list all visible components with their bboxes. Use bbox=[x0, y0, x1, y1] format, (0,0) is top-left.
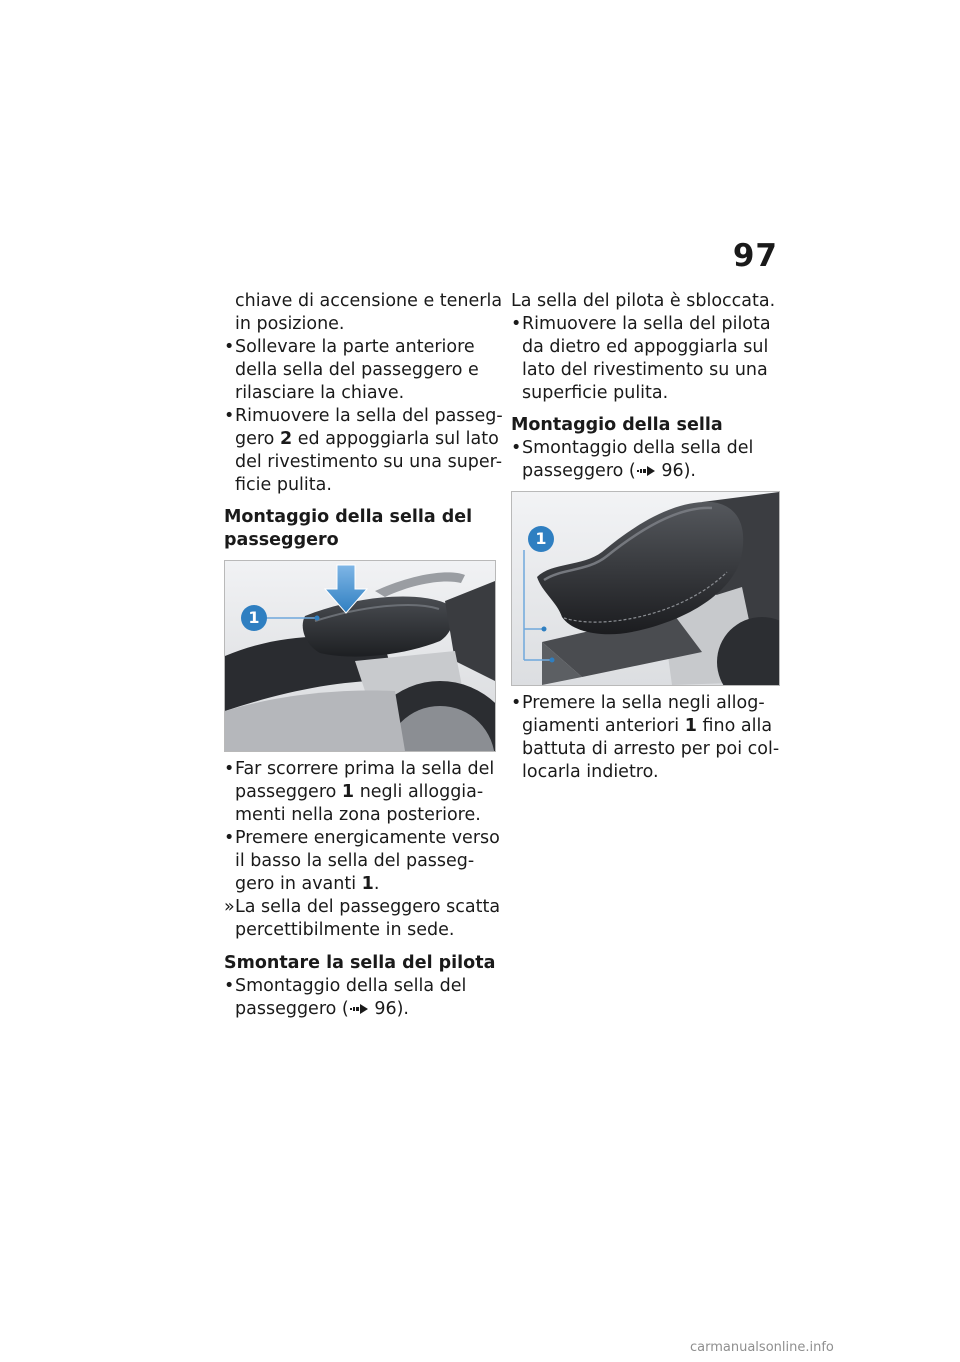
passenger-seat-figure bbox=[224, 560, 496, 752]
text-span: passeggero ( bbox=[522, 461, 636, 481]
text-span: gero in avanti bbox=[235, 874, 357, 894]
text-line bbox=[235, 781, 496, 804]
heading-line: Montaggio della sella del bbox=[224, 507, 473, 527]
right-column bbox=[511, 290, 783, 784]
text-line[interactable] bbox=[235, 998, 496, 1021]
bullet-item bbox=[511, 692, 783, 784]
heading-line: passeggero bbox=[224, 530, 339, 550]
text-line: Smontaggio della sella del bbox=[522, 438, 754, 458]
bullet-marker: • bbox=[511, 438, 522, 458]
text-line bbox=[235, 428, 499, 451]
text-line: locarla indietro. bbox=[522, 762, 659, 782]
footer-watermark: carmanualsonline.info bbox=[690, 1340, 834, 1355]
bullet-item bbox=[224, 758, 496, 827]
bullet-marker: • bbox=[511, 693, 522, 713]
text-line: percettibilmente in sede. bbox=[235, 920, 455, 940]
text-line[interactable] bbox=[522, 460, 783, 483]
bullet-marker: • bbox=[224, 759, 235, 779]
bullet-item bbox=[511, 437, 783, 483]
text-line: chiave di accensione e tenerla bbox=[235, 291, 503, 311]
text-line: Rimuovere la sella del passeg- bbox=[235, 406, 503, 426]
reference-number: 2 bbox=[279, 429, 293, 449]
text-span: negli alloggia- bbox=[359, 782, 484, 802]
text-span: passeggero ( bbox=[235, 999, 349, 1019]
text-span: giamenti anteriori bbox=[522, 716, 680, 736]
reference-number: 1 bbox=[684, 716, 697, 736]
section-heading bbox=[224, 506, 496, 552]
text-span: passeggero bbox=[235, 782, 337, 802]
callout-1: 1 bbox=[528, 526, 554, 552]
left-column bbox=[224, 290, 503, 1021]
text-line: menti nella zona posteriore. bbox=[235, 805, 481, 825]
text-line: ficie pulita. bbox=[235, 475, 332, 495]
bullet-marker: • bbox=[224, 828, 235, 848]
text-span: fino alla bbox=[702, 716, 773, 736]
section-heading: Montaggio della sella bbox=[511, 415, 723, 435]
text-line: da dietro ed appoggiarla sul bbox=[522, 337, 769, 357]
text-line: battuta di arresto per poi col- bbox=[522, 739, 780, 759]
reference-number: 1 bbox=[341, 782, 355, 802]
page-reference[interactable]: 96). bbox=[661, 461, 696, 481]
text-line: del rivestimento su una super- bbox=[235, 452, 503, 472]
bullet-marker: • bbox=[224, 406, 235, 426]
page-reference-arrow-icon bbox=[349, 1003, 369, 1015]
text-line: Premere la sella negli allog- bbox=[522, 693, 765, 713]
rider-seat-figure bbox=[511, 491, 780, 686]
bullet-marker: • bbox=[224, 337, 235, 357]
text-span: . bbox=[373, 874, 380, 894]
text-line: Sollevare la parte anteriore bbox=[235, 337, 475, 357]
text-line: della sella del passeggero e bbox=[235, 360, 479, 380]
bullet-item bbox=[224, 336, 496, 405]
bullet-item bbox=[224, 975, 496, 1021]
text-line: lato del rivestimento su una bbox=[522, 360, 768, 380]
text-line: La sella del passeggero scatta bbox=[235, 897, 501, 917]
text-line: superficie pulita. bbox=[522, 383, 669, 403]
bullet-item bbox=[224, 405, 503, 497]
bullet-item bbox=[224, 827, 500, 896]
text-span: ed appoggiarla sul lato bbox=[297, 429, 499, 449]
text-line bbox=[522, 715, 783, 738]
text-line: in posizione. bbox=[235, 314, 345, 334]
page-number: 97 bbox=[732, 238, 778, 274]
text-line: il basso la sella del passeg- bbox=[235, 851, 475, 871]
callout-1: 1 bbox=[241, 605, 267, 631]
bullet-item bbox=[511, 313, 783, 405]
bullet-marker: • bbox=[224, 976, 235, 996]
section-heading: Smontare la sella del pilota bbox=[224, 953, 496, 973]
page-reference[interactable]: 96). bbox=[374, 999, 409, 1019]
rider-seat-illustration bbox=[512, 492, 779, 685]
text-span: gero bbox=[235, 429, 275, 449]
reference-number: 1 bbox=[361, 874, 374, 894]
text-line: Rimuovere la sella del pilota bbox=[522, 314, 771, 334]
page-reference-arrow-icon bbox=[636, 465, 656, 477]
text-line: Smontaggio della sella del bbox=[235, 976, 467, 996]
text-line bbox=[235, 873, 496, 896]
text-line: rilasciare la chiave. bbox=[235, 383, 405, 403]
bullet-marker: • bbox=[511, 314, 522, 334]
result-item bbox=[224, 896, 501, 942]
status-line: La sella del pilota è sbloccata. bbox=[511, 291, 776, 311]
text-line: Premere energicamente verso bbox=[235, 828, 500, 848]
text-line: Far scorrere prima la sella del bbox=[235, 759, 495, 779]
result-marker: » bbox=[224, 897, 235, 917]
passenger-seat-illustration bbox=[225, 561, 495, 751]
